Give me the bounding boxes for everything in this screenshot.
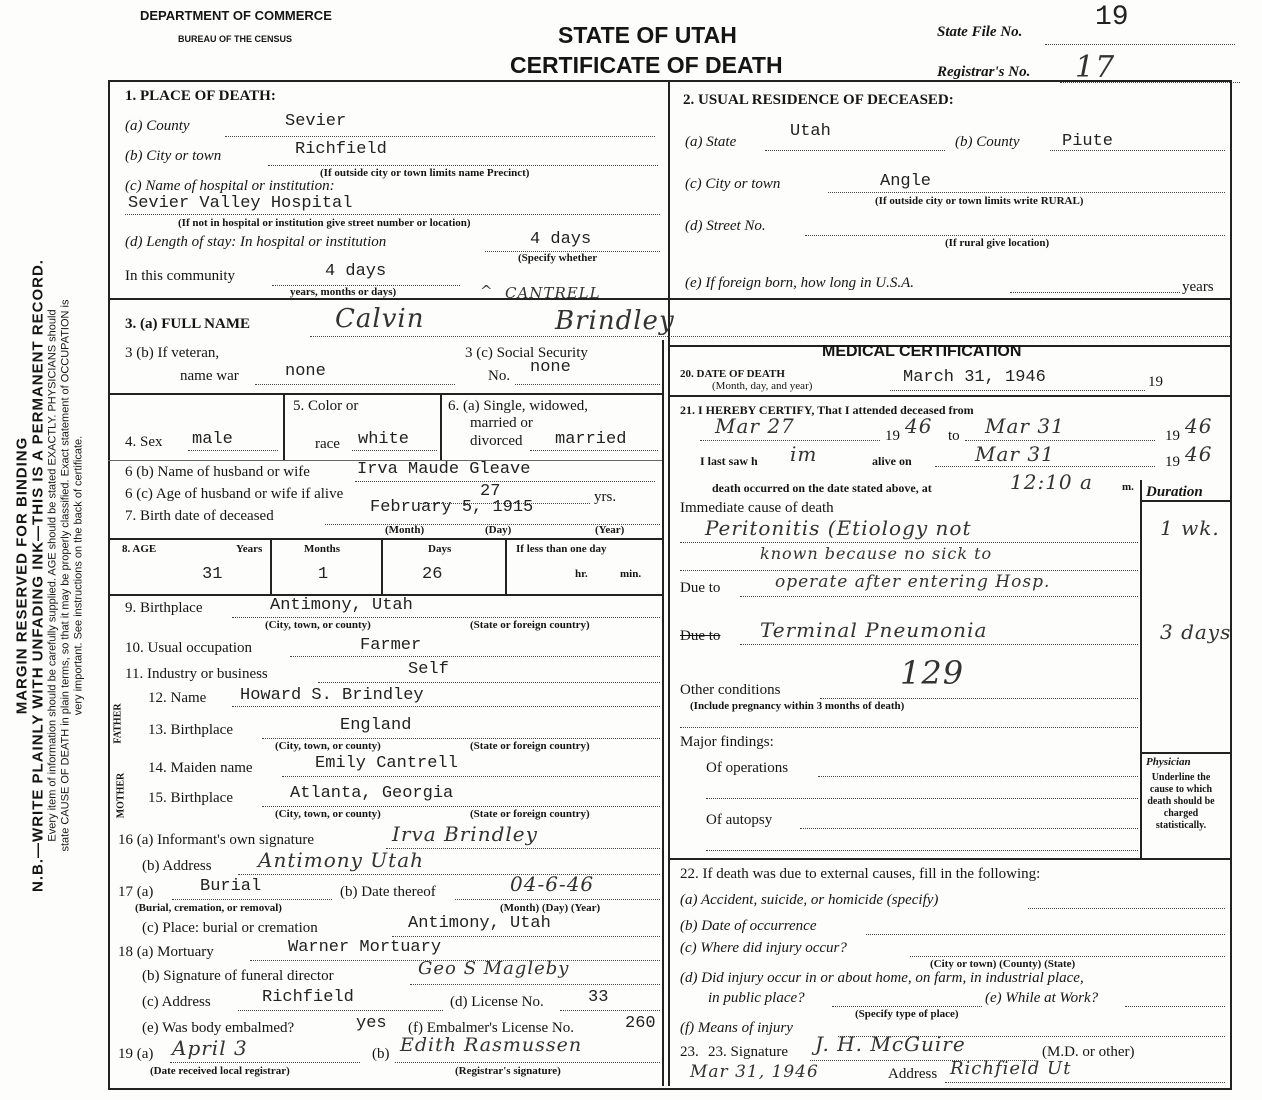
mortuary-addr-value: Richfield — [262, 988, 354, 1007]
mother-state-note: (State or foreign country) — [470, 808, 590, 820]
mother-birthplace-label: 15. Birthplace — [148, 790, 233, 806]
alive-on-label: alive on — [872, 454, 912, 468]
due-to-label-1: Due to — [680, 580, 721, 596]
age-min-label: min. — [620, 568, 642, 580]
external-d-label-1: (d) Did injury occur in or about home, on farm, in industrial place, — [680, 970, 1084, 986]
informant-addr-label: (b) Address — [142, 858, 212, 874]
signature-address: Richfield Ut — [950, 1058, 1072, 1079]
attended-to-year: 46 — [1185, 414, 1213, 438]
registrar-no-value: 17 — [1075, 50, 1116, 85]
external-f-label: (f) Means of injury — [680, 1020, 793, 1036]
attended-from: Mar 27 — [715, 414, 795, 438]
occurred-label: death occurred on the date stated above, at — [712, 481, 932, 495]
age-days-label: Days — [428, 543, 452, 555]
burial-place-value: Antimony, Utah — [408, 914, 551, 933]
operations-label: Of operations — [706, 760, 789, 776]
certify-label: 21. I HEREBY CERTIFY, That I attended deceased from — [680, 403, 974, 417]
father-city-note: (City, town, or county) — [275, 740, 381, 752]
external-type-note: (Specify type of place) — [855, 1008, 959, 1020]
immediate-cause-2: known because no sick to — [760, 544, 993, 563]
community-label: In this community — [125, 268, 235, 284]
emb-license-value: 260 — [625, 1014, 656, 1033]
mortuary-label: 18 (a) Mortuary — [118, 944, 214, 960]
mortuary-addr-label: (c) Address — [142, 994, 211, 1010]
community-note: years, months or days) — [290, 286, 397, 298]
due-to-label-2: Due to — [680, 628, 721, 644]
external-e-label: (e) While at Work? — [985, 990, 1099, 1006]
veteran-value: none — [285, 362, 326, 381]
external-d-label-2: in public place? — [708, 990, 805, 1006]
other-conditions-note: (Include pregnancy within 3 months of death) — [690, 700, 905, 712]
marital-label-2: married or — [470, 415, 533, 431]
stay-note: (Specify whether — [518, 252, 598, 264]
immediate-cause-label: Immediate cause of death — [680, 500, 834, 516]
last-name-value: Brindley — [555, 306, 675, 336]
alive-year-prefix: 19 — [1165, 454, 1180, 470]
burial-date-label: (b) Date thereof — [340, 884, 436, 900]
doc-title-1: STATE OF UTAH — [558, 22, 737, 48]
last-saw-him: im — [790, 442, 818, 466]
ss-no-label: No. — [488, 368, 511, 384]
hospital-note: (If not in hospital or institution give street number or location) — [178, 217, 471, 229]
external-a-label: (a) Accident, suicide, or homicide (specify) — [680, 892, 939, 908]
death-date-label-text: 20. DATE OF DEATH — [680, 368, 785, 380]
margin-line-2: MARGIN RESERVED FOR BINDING — [13, 436, 31, 715]
external-c-notes: (City or town) (County) (State) — [930, 958, 1076, 970]
first-name-value: Calvin — [335, 304, 425, 334]
marital-value: married — [555, 430, 627, 449]
res-county-label: (b) County — [955, 134, 1020, 150]
death-date-value: March 31, 1946 — [903, 368, 1046, 387]
birth-year-note: (Year) — [595, 524, 625, 536]
external-heading: 22. If death was due to external causes, fill in the following: — [680, 866, 1041, 882]
last-saw-label: I last saw h — [700, 454, 758, 468]
marital-label-3: divorced — [470, 433, 523, 449]
death-city-label: (b) City or town — [125, 148, 222, 164]
res-city-value: Angle — [880, 172, 932, 191]
age-years-label: Years — [236, 543, 263, 555]
father-name-label: 12. Name — [148, 690, 207, 706]
physician-signature: J. H. McGuire — [815, 1032, 966, 1056]
burial-method-label: 17 (a) — [118, 884, 154, 900]
other-conditions-label: Other conditions — [680, 682, 781, 698]
dept-label: DEPARTMENT OF COMMERCE — [140, 8, 332, 23]
father-birthplace-label: 13. Birthplace — [148, 722, 233, 738]
age-days-value: 26 — [422, 565, 443, 584]
registrar-sig-note: (Registrar's signature) — [455, 1065, 561, 1077]
death-city-value: Richfield — [295, 140, 387, 159]
occupation-label: 10. Usual occupation — [125, 640, 253, 656]
burial-place-label: (c) Place: burial or cremation — [142, 920, 318, 936]
middle-name-insert: CANTRELL — [505, 284, 601, 302]
res-city-label: (c) City or town — [685, 176, 781, 192]
birth-date-label: 7. Birth date of deceased — [125, 508, 274, 524]
margin-line-1: N.B.—WRITE PLAINLY WITH UNFADING INK—THIS IS A PERMANENT RECORD. — [29, 259, 47, 892]
ss-label: 3 (c) Social Security — [465, 345, 588, 361]
informant-sig-label: 16 (a) Informant's own signature — [118, 832, 314, 848]
due-to-value-2: Terminal Pneumonia — [760, 618, 988, 642]
license-value: 33 — [588, 988, 609, 1007]
mortuary-value: Warner Mortuary — [288, 938, 442, 957]
alive-year: 46 — [1185, 442, 1213, 466]
signature-label-text: 23. Signature — [708, 1044, 788, 1060]
age-months-value: 1 — [318, 565, 329, 584]
age-months-label: Months — [304, 543, 341, 555]
registrar-date-value: April 3 — [172, 1036, 248, 1060]
mother-birthplace-value: Atlanta, Georgia — [290, 784, 454, 803]
age-years-value: 31 — [202, 565, 223, 584]
spouse-label: 6 (b) Name of husband or wife — [125, 464, 310, 480]
father-side-label: FATHER — [112, 703, 124, 744]
attended-from-year: 46 — [905, 414, 933, 438]
res-city-note: (If outside city or town limits write RURAL) — [875, 195, 1084, 207]
state-file-value: 19 — [1095, 2, 1129, 33]
mother-city-note: (City, town, or county) — [275, 808, 381, 820]
bureau-label: BUREAU OF THE CENSUS — [178, 34, 293, 44]
registrar-label: 19 (a) — [118, 1046, 154, 1062]
mother-side-label: MOTHER — [115, 772, 127, 819]
physician-note-title: Physician — [1146, 756, 1191, 768]
full-name-label: 3. (a) FULL NAME — [125, 316, 250, 332]
foreign-born-label: (e) If foreign born, how long in U.S.A. — [685, 275, 915, 291]
due-to-duration-2: 3 days — [1160, 620, 1232, 644]
from-year-prefix: 19 — [885, 428, 900, 444]
registrar-signature: Edith Rasmussen — [400, 1034, 583, 1056]
birth-date-value: February 5, 1915 — [370, 498, 534, 517]
signature-date: Mar 31, 1946 — [690, 1062, 819, 1082]
spouse-value: Irva Maude Gleave — [357, 460, 531, 479]
margin-line-5: very important. See instructions on the back of certificate. — [72, 435, 85, 716]
attended-to: Mar 31 — [985, 414, 1065, 438]
veteran-label: 3 (b) If veteran, — [125, 345, 220, 361]
birthplace-state-note: (State or foreign country) — [470, 619, 590, 631]
father-state-note: (State or foreign country) — [470, 740, 590, 752]
mother-name-label: 14. Maiden name — [148, 760, 253, 776]
spouse-age-label: 6 (c) Age of husband or wife if alive — [125, 486, 344, 502]
external-b-label: (b) Date of occurrence — [680, 918, 817, 934]
md-label: (M.D. or other) — [1042, 1044, 1135, 1060]
form-frame — [108, 80, 1232, 1090]
father-birthplace-value: England — [340, 716, 412, 735]
birth-day-note: (Day) — [485, 524, 512, 536]
informant-signature: Irva Brindley — [392, 822, 538, 846]
burial-method-note: (Burial, cremation, or removal) — [135, 902, 282, 914]
duration-label: Duration — [1146, 484, 1203, 500]
spouse-age-value: 27 — [480, 482, 501, 501]
hospital-label: (c) Name of hospital or institution: — [125, 178, 335, 194]
binding-margin-instructions — [15, 56, 86, 1096]
sex-value: male — [192, 430, 233, 449]
race-label: race — [315, 436, 340, 452]
industry-label: 11. Industry or business — [125, 666, 268, 682]
death-date-sub: (Month, day, and year) — [712, 380, 813, 392]
margin-line-3: Every item of information should be carefully supplied. AGE should be stated EXACTLY. PHYSICIANS should — [46, 309, 59, 842]
community-value: 4 days — [325, 262, 387, 281]
death-time-value: 12:10 a — [1010, 470, 1093, 494]
hospital-value: Sevier Valley Hospital — [128, 194, 353, 213]
attended-to-label: to — [948, 428, 960, 444]
emb-license-label: (f) Embalmer's License No. — [408, 1020, 574, 1036]
autopsy-label: Of autopsy — [706, 812, 773, 828]
cause-code: 129 — [900, 654, 965, 692]
burial-method-value: Burial — [200, 877, 262, 896]
alive-on-value: Mar 31 — [975, 442, 1055, 466]
age-lessday-label: If less than one day — [516, 543, 607, 555]
death-date-label — [680, 368, 785, 380]
color-label: 5. Color or — [293, 398, 359, 414]
time-m-label: m. — [1122, 481, 1134, 493]
director-signature: Geo S Magleby — [418, 958, 570, 979]
spouse-age-unit: yrs. — [594, 489, 617, 505]
death-county-label: (a) County — [125, 118, 190, 134]
res-street-note: (If rural give location) — [945, 237, 1050, 249]
res-state-label: (a) State — [685, 134, 737, 150]
medical-heading: MEDICAL CERTIFICATION — [822, 343, 1022, 360]
age-hr-label: hr. — [575, 568, 588, 580]
burial-date-note: (Month) (Day) (Year) — [500, 902, 601, 914]
death-city-note: (If outside city or town limits name Precinct) — [320, 167, 530, 179]
place-of-death-heading: 1. PLACE OF DEATH: — [125, 88, 276, 104]
stay-value: 4 days — [530, 230, 592, 249]
immediate-duration: 1 wk. — [1160, 516, 1220, 540]
sex-label: 4. Sex — [125, 434, 163, 450]
margin-line-4: state CAUSE OF DEATH in plain terms, so that it may be properly classified. Exact statement of OCCUPATION is — [59, 299, 72, 852]
foreign-years-label: years — [1182, 279, 1214, 295]
industry-value: Self — [408, 660, 449, 679]
marital-label-1: 6. (a) Single, widowed, — [448, 398, 588, 414]
informant-address: Antimony Utah — [258, 848, 424, 872]
registrar-date-note: (Date received local registrar) — [150, 1065, 290, 1077]
ss-value: none — [530, 358, 571, 377]
registrar-no-label: Registrar's No. — [937, 64, 1031, 80]
registrar-sig-label: (b) — [372, 1046, 390, 1062]
birthplace-value: Antimony, Utah — [270, 596, 413, 615]
death-county-value: Sevier — [285, 112, 347, 131]
signature-addr-label: Address — [888, 1066, 938, 1082]
director-label: (b) Signature of funeral director — [142, 968, 334, 984]
signature-label: 23. — [680, 1044, 699, 1060]
due-to-value-1: operate after entering Hosp. — [775, 572, 1051, 592]
birthplace-label: 9. Birthplace — [125, 600, 203, 616]
res-state-value: Utah — [790, 122, 831, 141]
embalmed-label: (e) Was body embalmed? — [142, 1020, 295, 1036]
license-label: (d) License No. — [450, 994, 544, 1010]
doc-title-2: CERTIFICATE OF DEATH — [510, 52, 783, 78]
birth-month-note: (Month) — [385, 524, 425, 536]
veteran-war-label: name war — [180, 368, 239, 384]
birthplace-city-note: (City, town, or county) — [265, 619, 371, 631]
external-c-label: (c) Where did injury occur? — [680, 940, 847, 956]
race-value: white — [358, 430, 410, 449]
state-file-label: State File No. — [937, 24, 1023, 40]
name-insert-mark: ^ — [480, 282, 494, 300]
immediate-cause-1: Peritonitis (Etiology not — [705, 516, 972, 540]
occupation-value: Farmer — [360, 636, 422, 655]
to-year-prefix: 19 — [1165, 428, 1180, 444]
age-label: 8. AGE — [122, 543, 157, 555]
residence-heading: 2. USUAL RESIDENCE OF DECEASED: — [683, 92, 954, 108]
mother-name-value: Emily Cantrell — [315, 754, 458, 773]
death-date-year: 19 — [1148, 374, 1163, 390]
stay-label: (d) Length of stay: In hospital or institution — [125, 234, 387, 250]
major-findings-label: Major findings: — [680, 734, 774, 750]
father-name-value: Howard S. Brindley — [240, 686, 424, 705]
embalmed-value: yes — [356, 1014, 387, 1033]
res-county-value: Piute — [1062, 132, 1114, 151]
physician-note: Underline the cause to which death should be charged statistically. — [1147, 772, 1215, 831]
res-street-label: (d) Street No. — [685, 218, 766, 234]
burial-date-value: 04-6-46 — [510, 872, 595, 896]
